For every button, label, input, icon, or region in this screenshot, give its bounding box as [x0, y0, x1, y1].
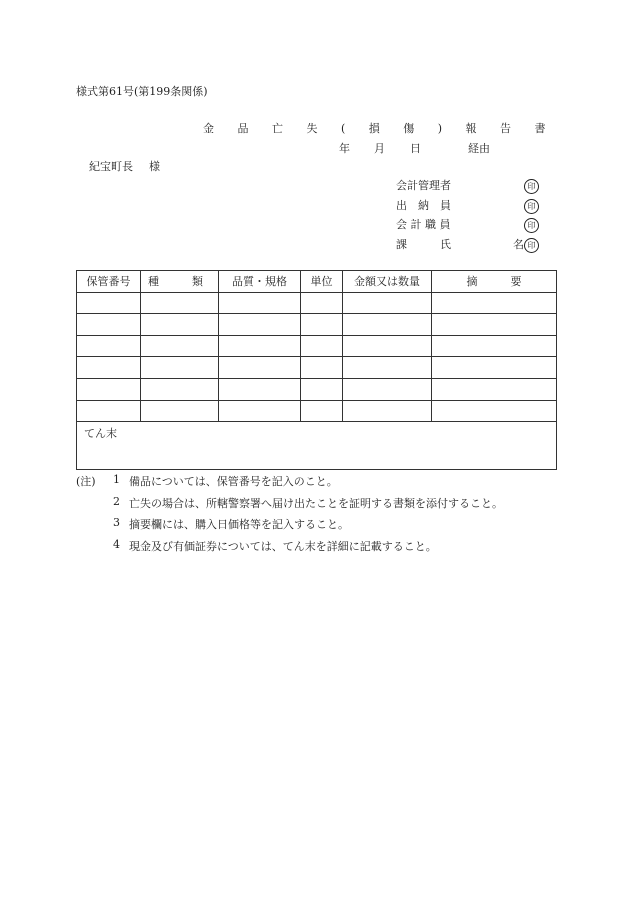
addressee-honorific: 様 — [149, 160, 160, 173]
table-row — [77, 314, 557, 336]
tenmatsu-row — [77, 422, 557, 470]
table-cell[interactable] — [432, 335, 557, 357]
table-cell[interactable] — [301, 314, 343, 336]
table-row — [77, 357, 557, 379]
signatory-label: 会計管理者 — [396, 179, 451, 192]
table-row — [77, 292, 557, 314]
tenmatsu-cell[interactable] — [77, 422, 557, 470]
table-cell[interactable] — [343, 400, 432, 422]
table-cell[interactable] — [432, 378, 557, 400]
report-table — [76, 270, 557, 470]
table-cell[interactable] — [301, 335, 343, 357]
note-text: 摘要欄には、購入日価格等を記入すること。 — [129, 518, 349, 531]
seal-icon: 印 — [524, 199, 539, 214]
table-cell[interactable] — [343, 292, 432, 314]
note-number: 3 — [113, 516, 120, 529]
addressee — [89, 161, 160, 172]
table-row — [77, 378, 557, 400]
note-number: 1 — [113, 473, 120, 486]
table-cell[interactable] — [301, 357, 343, 379]
table-cell[interactable] — [432, 292, 557, 314]
seal-icon: 印 — [524, 218, 539, 233]
note-number: 2 — [113, 494, 120, 508]
addressee-name: 紀宝町長 — [89, 160, 133, 173]
signatory-label: 出 納 員 — [396, 199, 451, 212]
signatory-label: 課 氏 — [396, 238, 451, 251]
note-text: 現金及び有価証券については、てん末を詳細に記載すること。 — [129, 539, 437, 553]
table-row — [77, 335, 557, 357]
table-cell[interactable] — [343, 378, 432, 400]
table-cell[interactable] — [141, 292, 219, 314]
table-cell[interactable] — [432, 357, 557, 379]
note-text: 備品については、保管番号を記入のこと。 — [129, 475, 338, 488]
table-cell[interactable] — [219, 400, 301, 422]
table-row — [77, 400, 557, 422]
table-cell[interactable] — [77, 378, 141, 400]
table-cell[interactable] — [343, 314, 432, 336]
table-cell[interactable] — [219, 292, 301, 314]
via-label: 経由 — [468, 142, 490, 155]
table-cell[interactable] — [141, 357, 219, 379]
table-cell[interactable] — [301, 400, 343, 422]
header-quality-spec: 品質・規格 — [219, 271, 301, 293]
table-cell[interactable] — [141, 314, 219, 336]
seal-icon: 印 — [524, 238, 539, 253]
table-cell[interactable] — [77, 314, 141, 336]
table-cell[interactable] — [432, 400, 557, 422]
table-cell[interactable] — [141, 378, 219, 400]
tenmatsu-label: てん末 — [84, 427, 117, 441]
table-header-row — [77, 271, 557, 293]
note-number: 4 — [113, 537, 120, 551]
header-type: 種 類 — [141, 271, 219, 293]
table-cell[interactable] — [343, 335, 432, 357]
table-cell[interactable] — [141, 400, 219, 422]
table-cell[interactable] — [219, 357, 301, 379]
header-unit: 単位 — [301, 271, 343, 293]
date-year-label: 年 — [339, 142, 350, 155]
form-code: 様式第61号(第199条関係) — [76, 85, 208, 98]
seal-icon: 印 — [524, 179, 539, 194]
date-month-label: 月 — [374, 142, 385, 155]
table-cell[interactable] — [343, 357, 432, 379]
date-day-label: 日 — [410, 142, 421, 155]
table-cell[interactable] — [301, 292, 343, 314]
header-storage-number: 保管番号 — [77, 271, 141, 293]
note-text: 亡失の場合は、所轄警察署へ届け出たことを証明する書類を添付すること。 — [129, 496, 503, 510]
table-cell[interactable] — [301, 378, 343, 400]
signatory-label: 会 計 職 員 — [396, 218, 451, 231]
signatory-name-suffix: 名 — [513, 238, 524, 251]
table-cell[interactable] — [77, 400, 141, 422]
table-cell[interactable] — [77, 292, 141, 314]
table-cell[interactable] — [219, 378, 301, 400]
table-cell[interactable] — [432, 314, 557, 336]
table-cell[interactable] — [77, 335, 141, 357]
header-remarks: 摘 要 — [432, 271, 557, 293]
table-cell[interactable] — [141, 335, 219, 357]
header-amount-quantity: 金額又は数量 — [343, 271, 432, 293]
table-cell[interactable] — [219, 335, 301, 357]
table-cell[interactable] — [77, 357, 141, 379]
table-cell[interactable] — [219, 314, 301, 336]
notes-prefix: (注) — [76, 475, 96, 488]
document-title: 金 品 亡 失 ( 損 傷 ) 報 告 書 — [203, 122, 556, 135]
